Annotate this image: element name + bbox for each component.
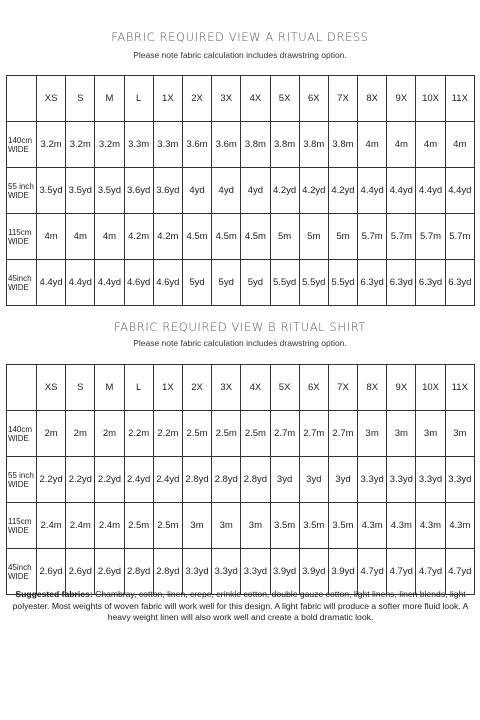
fabric-amount-cell: 4.4yd [445, 168, 474, 214]
fabric-amount-cell: 4.6yd [153, 260, 182, 306]
fabric-amount-cell: 5.5yd [328, 260, 357, 306]
fabric-amount-cell: 4yd [212, 168, 241, 214]
size-header-5x: 5X [270, 76, 299, 122]
fabric-amount-cell: 3.3yd [387, 457, 416, 503]
size-header-l: L [124, 76, 153, 122]
fabric-amount-cell: 2.2m [153, 411, 182, 457]
size-header-7x: 7X [328, 365, 357, 411]
fabric-amount-cell: 2.5m [241, 411, 270, 457]
fabric-amount-cell: 3.6m [212, 122, 241, 168]
fabric-amount-cell: 2.8yd [124, 549, 153, 595]
size-header-7x: 7X [328, 76, 357, 122]
size-header-8x: 8X [358, 365, 387, 411]
fabric-amount-cell: 4m [445, 122, 474, 168]
fabric-amount-cell: 5m [328, 214, 357, 260]
size-header-10x: 10X [416, 365, 445, 411]
fabric-amount-cell: 2.8yd [212, 457, 241, 503]
size-header-4x: 4X [241, 76, 270, 122]
fabric-amount-cell: 2.5m [124, 503, 153, 549]
fabric-amount-cell: 3.5yd [37, 168, 66, 214]
fabric-amount-cell: 3m [358, 411, 387, 457]
fabric-amount-cell: 3.2m [66, 122, 95, 168]
size-header-xs: XS [37, 76, 66, 122]
fabric-amount-cell: 3.3yd [358, 457, 387, 503]
fabric-amount-cell: 5.5yd [299, 260, 328, 306]
view-a-fabric-table [6, 75, 475, 306]
fabric-amount-cell: 5m [299, 214, 328, 260]
fabric-width-label: 115cm WIDE [7, 214, 37, 260]
fabric-amount-cell: 4.7yd [416, 549, 445, 595]
fabric-amount-cell: 2.4yd [124, 457, 153, 503]
fabric-amount-cell: 3.6m [182, 122, 211, 168]
view-a-note: Please note fabric calculation includes drawstring option. [133, 50, 347, 60]
fabric-amount-cell: 4.2yd [299, 168, 328, 214]
suggested-fabrics [6, 589, 475, 624]
fabric-width-label: 45inch WIDE [7, 260, 37, 306]
fabric-amount-cell: 4.4yd [95, 260, 124, 306]
view-b-note: Please note fabric calculation includes drawstring option. [133, 338, 347, 348]
header-corner-cell [7, 365, 37, 411]
view-a-title: FABRIC REQUIRED VIEW A RITUAL DRESS [111, 30, 369, 44]
fabric-amount-cell: 2.2m [124, 411, 153, 457]
table-row [7, 168, 475, 214]
fabric-amount-cell: 4m [358, 122, 387, 168]
size-header-row [7, 76, 475, 122]
table-row [7, 122, 475, 168]
fabric-amount-cell: 2.6yd [37, 549, 66, 595]
table-row [7, 214, 475, 260]
fabric-amount-cell: 3m [241, 503, 270, 549]
fabric-amount-cell: 6.3yd [358, 260, 387, 306]
fabric-amount-cell: 2.2yd [37, 457, 66, 503]
fabric-amount-cell: 5.7m [358, 214, 387, 260]
size-header-9x: 9X [387, 365, 416, 411]
size-header-10x: 10X [416, 76, 445, 122]
fabric-amount-cell: 3.3m [153, 122, 182, 168]
fabric-amount-cell: 4m [387, 122, 416, 168]
size-header-6x: 6X [299, 76, 328, 122]
fabric-amount-cell: 5.7m [416, 214, 445, 260]
table-row [7, 457, 475, 503]
fabric-amount-cell: 3.8m [328, 122, 357, 168]
fabric-amount-cell: 2.2yd [66, 457, 95, 503]
fabric-amount-cell: 2.8yd [182, 457, 211, 503]
fabric-width-label: 55 inch WIDE [7, 168, 37, 214]
fabric-amount-cell: 5.7m [445, 214, 474, 260]
fabric-amount-cell: 4.5m [241, 214, 270, 260]
size-header-11x: 11X [445, 365, 474, 411]
fabric-amount-cell: 6.3yd [445, 260, 474, 306]
table-row [7, 260, 475, 306]
fabric-amount-cell: 4.3m [387, 503, 416, 549]
size-header-8x: 8X [358, 76, 387, 122]
fabric-amount-cell: 3.3yd [212, 549, 241, 595]
fabric-amount-cell: 3m [387, 411, 416, 457]
fabric-amount-cell: 3.2m [95, 122, 124, 168]
fabric-amount-cell: 4.4yd [416, 168, 445, 214]
fabric-amount-cell: 4.2yd [270, 168, 299, 214]
fabric-amount-cell: 2.5m [153, 503, 182, 549]
fabric-amount-cell: 4.2m [124, 214, 153, 260]
fabric-amount-cell: 3.8m [299, 122, 328, 168]
fabric-amount-cell: 5.7m [387, 214, 416, 260]
fabric-amount-cell: 3.8m [241, 122, 270, 168]
fabric-amount-cell: 6.3yd [416, 260, 445, 306]
table-row [7, 503, 475, 549]
size-header-3x: 3X [212, 365, 241, 411]
fabric-amount-cell: 3yd [270, 457, 299, 503]
fabric-amount-cell: 3.3yd [445, 457, 474, 503]
fabric-amount-cell: 3.5m [270, 503, 299, 549]
fabric-amount-cell: 2.2yd [95, 457, 124, 503]
size-header-m: M [95, 365, 124, 411]
size-header-l: L [124, 365, 153, 411]
fabric-amount-cell: 3.9yd [328, 549, 357, 595]
fabric-amount-cell: 2.5m [212, 411, 241, 457]
fabric-amount-cell: 2m [37, 411, 66, 457]
size-header-m: M [95, 76, 124, 122]
size-header-1x: 1X [153, 76, 182, 122]
size-header-3x: 3X [212, 76, 241, 122]
fabric-amount-cell: 2m [66, 411, 95, 457]
header-corner-cell [7, 76, 37, 122]
fabric-amount-cell: 3m [182, 503, 211, 549]
fabric-amount-cell: 5yd [241, 260, 270, 306]
fabric-amount-cell: 3.3yd [416, 457, 445, 503]
size-header-2x: 2X [182, 365, 211, 411]
size-header-4x: 4X [241, 365, 270, 411]
fabric-amount-cell: 2.5m [182, 411, 211, 457]
fabric-amount-cell: 4yd [182, 168, 211, 214]
fabric-amount-cell: 2.7m [270, 411, 299, 457]
size-header-6x: 6X [299, 365, 328, 411]
fabric-amount-cell: 3.3yd [241, 549, 270, 595]
fabric-amount-cell: 4.4yd [358, 168, 387, 214]
fabric-amount-cell: 2.7m [299, 411, 328, 457]
fabric-amount-cell: 4.5m [182, 214, 211, 260]
fabric-amount-cell: 4.3m [416, 503, 445, 549]
fabric-amount-cell: 3.5yd [66, 168, 95, 214]
fabric-width-label: 55 inch WIDE [7, 457, 37, 503]
fabric-width-label: 115cm WIDE [7, 503, 37, 549]
size-header-s: S [66, 76, 95, 122]
fabric-amount-cell: 2.8yd [153, 549, 182, 595]
table-row [7, 549, 475, 595]
fabric-amount-cell: 4m [66, 214, 95, 260]
fabric-amount-cell: 2.4yd [153, 457, 182, 503]
size-header-2x: 2X [182, 76, 211, 122]
fabric-amount-cell: 4.3m [358, 503, 387, 549]
fabric-width-label: 140cm WIDE [7, 122, 37, 168]
view-b-title: FABRIC REQUIRED VIEW B RITUAL SHIRT [114, 320, 366, 334]
fabric-amount-cell: 4.2m [153, 214, 182, 260]
fabric-amount-cell: 4m [416, 122, 445, 168]
fabric-amount-cell: 5.5yd [270, 260, 299, 306]
fabric-amount-cell: 2m [95, 411, 124, 457]
fabric-amount-cell: 3m [416, 411, 445, 457]
fabric-amount-cell: 4.7yd [445, 549, 474, 595]
fabric-amount-cell: 3m [212, 503, 241, 549]
suggested-fabrics-text: Chambray, cotton, linen, crepe, crinkle cotton, double gauze cotton, light linens, linen blends, light polyester. Most weights of woven fabric will work well for this design. A light fabric will produce a softer more fluid look. A heavy weight linen will also work well and create a bold dramatic look. [12, 589, 469, 622]
size-header-11x: 11X [445, 76, 474, 122]
size-header-9x: 9X [387, 76, 416, 122]
fabric-amount-cell: 4.4yd [387, 168, 416, 214]
fabric-amount-cell: 4.4yd [37, 260, 66, 306]
suggested-fabrics-label: Suggested fabrics: [15, 589, 93, 599]
fabric-amount-cell: 3.5m [299, 503, 328, 549]
fabric-amount-cell: 3yd [299, 457, 328, 503]
fabric-amount-cell: 5yd [182, 260, 211, 306]
fabric-amount-cell: 6.3yd [387, 260, 416, 306]
fabric-amount-cell: 4.2yd [328, 168, 357, 214]
fabric-amount-cell: 4yd [241, 168, 270, 214]
fabric-amount-cell: 3.6yd [124, 168, 153, 214]
size-header-xs: XS [37, 365, 66, 411]
fabric-amount-cell: 3.5yd [95, 168, 124, 214]
fabric-amount-cell: 3.8m [270, 122, 299, 168]
fabric-amount-cell: 4m [95, 214, 124, 260]
fabric-amount-cell: 2.6yd [66, 549, 95, 595]
fabric-amount-cell: 3.6yd [153, 168, 182, 214]
fabric-amount-cell: 3yd [328, 457, 357, 503]
fabric-amount-cell: 3.3yd [182, 549, 211, 595]
fabric-amount-cell: 4.7yd [358, 549, 387, 595]
fabric-amount-cell: 3m [445, 411, 474, 457]
fabric-amount-cell: 4.3m [445, 503, 474, 549]
size-header-row [7, 365, 475, 411]
fabric-width-label: 140cm WIDE [7, 411, 37, 457]
fabric-amount-cell: 4.7yd [387, 549, 416, 595]
fabric-amount-cell: 4.4yd [66, 260, 95, 306]
fabric-amount-cell: 2.7m [328, 411, 357, 457]
fabric-amount-cell: 2.6yd [95, 549, 124, 595]
size-header-1x: 1X [153, 365, 182, 411]
fabric-amount-cell: 2.4m [37, 503, 66, 549]
fabric-amount-cell: 5yd [212, 260, 241, 306]
fabric-amount-cell: 3.3m [124, 122, 153, 168]
fabric-amount-cell: 3.5m [328, 503, 357, 549]
fabric-amount-cell: 4.6yd [124, 260, 153, 306]
fabric-amount-cell: 3.9yd [270, 549, 299, 595]
fabric-amount-cell: 3.9yd [299, 549, 328, 595]
fabric-amount-cell: 4.5m [212, 214, 241, 260]
fabric-amount-cell: 2.4m [95, 503, 124, 549]
view-b-fabric-table [6, 364, 475, 595]
size-header-5x: 5X [270, 365, 299, 411]
fabric-amount-cell: 3.2m [37, 122, 66, 168]
table-row [7, 411, 475, 457]
fabric-amount-cell: 2.8yd [241, 457, 270, 503]
fabric-width-label: 45inch WIDE [7, 549, 37, 595]
size-header-s: S [66, 365, 95, 411]
fabric-amount-cell: 4m [37, 214, 66, 260]
fabric-amount-cell: 5m [270, 214, 299, 260]
fabric-amount-cell: 2.4m [66, 503, 95, 549]
